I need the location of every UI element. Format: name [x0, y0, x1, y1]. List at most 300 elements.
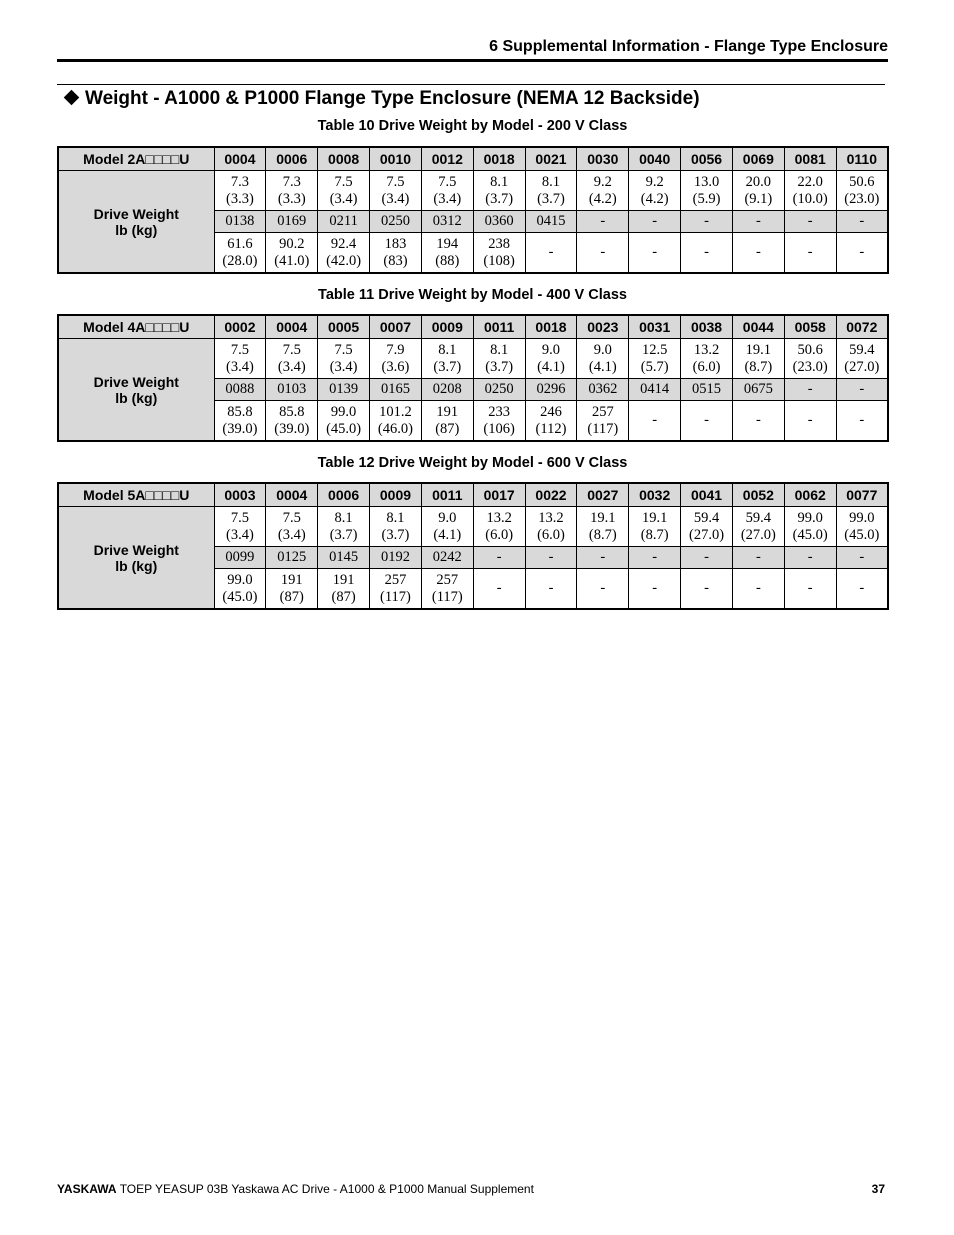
- model-code: 0038: [681, 315, 733, 339]
- weight-cell: [525, 401, 577, 442]
- model-code-cell: -: [784, 379, 836, 401]
- row-label: [58, 171, 214, 274]
- model-code-cell: 0192: [370, 547, 422, 569]
- model-code-cell: 0515: [681, 379, 733, 401]
- weight-lb: 85.8: [227, 403, 253, 420]
- weight-cell: [784, 401, 836, 442]
- weight-cell: [318, 339, 370, 379]
- weight-cell: [577, 507, 629, 547]
- model-code: 0027: [577, 483, 629, 507]
- weight-kg: (6.0): [537, 526, 565, 543]
- weight-lb: 7.5: [230, 341, 249, 358]
- weight-lb: -: [652, 412, 658, 428]
- weight-cell: [577, 339, 629, 379]
- weight-cell: [784, 507, 836, 547]
- weight-lb: 99.0: [227, 571, 253, 588]
- weight-cell: [421, 401, 473, 442]
- weight-lb: 61.6: [227, 235, 253, 252]
- weight-row: [58, 507, 888, 547]
- model-code-cell: 0296: [525, 379, 577, 401]
- section-divider: [57, 84, 885, 85]
- weight-cell: [836, 339, 888, 379]
- row-label-line: Drive Weight: [93, 205, 179, 222]
- weight-cell: [836, 401, 888, 442]
- weight-kg: (3.3): [277, 190, 306, 207]
- model-code: 0058: [784, 315, 836, 339]
- weight-cell: [836, 233, 888, 274]
- weight-lb: 99.0: [330, 403, 357, 420]
- weight-lb: -: [548, 244, 554, 260]
- weight-lb: -: [496, 580, 502, 596]
- weight-cell: [421, 171, 473, 211]
- model-header-row: [58, 147, 888, 171]
- model-code: 0005: [318, 315, 370, 339]
- model-label: Model 5A□□□□U: [58, 483, 214, 507]
- model-code: 0056: [681, 147, 733, 171]
- model-code: 0021: [525, 147, 577, 171]
- model-code-cell: -: [577, 547, 629, 569]
- model-code-cell: -: [681, 547, 733, 569]
- weight-kg: (45.0): [222, 588, 258, 605]
- weight-lb: 59.4: [693, 509, 720, 526]
- weight-kg: (83): [383, 252, 408, 269]
- weight-cell: [629, 507, 681, 547]
- weight-cell: [732, 507, 784, 547]
- weight-kg: (46.0): [377, 420, 413, 437]
- weight-lb: 7.5: [438, 173, 457, 190]
- weight-cell: [473, 507, 525, 547]
- model-code: 0031: [629, 315, 681, 339]
- weight-cell: [318, 171, 370, 211]
- model-code-cell: -: [836, 547, 888, 569]
- weight-lb: -: [704, 580, 709, 596]
- weight-cell: [266, 569, 318, 610]
- model-code: 0006: [318, 483, 370, 507]
- weight-cell: [525, 507, 577, 547]
- model-code-cell: -: [577, 211, 629, 233]
- weight-kg: (87): [279, 588, 304, 605]
- model-code: 0069: [732, 147, 784, 171]
- weight-kg: (87): [435, 420, 460, 437]
- weight-cell: [473, 569, 525, 610]
- weight-lb: 8.1: [438, 341, 457, 358]
- model-code: 0004: [266, 315, 318, 339]
- weight-table-200v: [57, 146, 889, 274]
- weight-lb: 191: [280, 571, 303, 588]
- weight-lb: 246: [540, 403, 562, 420]
- weight-cell: [266, 401, 318, 442]
- weight-lb: 191: [436, 403, 459, 420]
- weight-cell: [318, 507, 370, 547]
- row-label-line: Drive Weight: [93, 541, 179, 558]
- model-code: 0017: [473, 483, 525, 507]
- model-code-cell: 0312: [421, 211, 473, 233]
- weight-lb: 90.2: [279, 235, 305, 252]
- weight-lb: 7.5: [334, 341, 353, 358]
- weight-cell: [732, 401, 784, 442]
- model-code: 0006: [266, 147, 318, 171]
- model-code: 0044: [732, 315, 784, 339]
- weight-kg: (42.0): [326, 252, 362, 269]
- weight-kg: (88): [435, 252, 460, 269]
- weight-cell: [525, 569, 577, 610]
- weight-kg: (3.4): [277, 358, 306, 375]
- weight-lb: -: [807, 580, 813, 596]
- weight-cell: [732, 233, 784, 274]
- model-code-cell: 0125: [266, 547, 318, 569]
- weight-lb: 13.2: [486, 509, 512, 526]
- model-code: 0011: [421, 483, 473, 507]
- weight-kg: (23.0): [844, 190, 880, 207]
- weight-kg: (3.6): [381, 358, 410, 375]
- model-code-cell: 0362: [577, 379, 629, 401]
- weight-kg: (10.0): [792, 190, 828, 207]
- weight-kg: (45.0): [326, 420, 362, 437]
- model-code: 0110: [836, 147, 888, 171]
- weight-cell: [836, 569, 888, 610]
- weight-kg: (5.9): [692, 190, 721, 207]
- weight-kg: (3.7): [485, 190, 514, 207]
- weight-kg: (45.0): [844, 526, 880, 543]
- weight-cell: [473, 171, 525, 211]
- weight-cell: [681, 171, 733, 211]
- model-code-cell: -: [732, 547, 784, 569]
- weight-cell: [629, 233, 681, 274]
- model-code-cell: -: [784, 547, 836, 569]
- model-code: 0062: [784, 483, 836, 507]
- weight-cell: [421, 339, 473, 379]
- model-code-cell: 0414: [629, 379, 681, 401]
- weight-cell: [836, 171, 888, 211]
- weight-kg: (28.0): [222, 252, 258, 269]
- weight-lb: 99.0: [797, 509, 823, 526]
- weight-kg: (4.1): [537, 358, 565, 375]
- weight-lb: 22.0: [797, 173, 823, 190]
- weight-kg: (4.1): [588, 358, 617, 375]
- model-code-cell: 0675: [732, 379, 784, 401]
- weight-cell: [681, 339, 733, 379]
- page-number: 37: [871, 1182, 885, 1196]
- weight-cell: [473, 339, 525, 379]
- model-code: 0018: [525, 315, 577, 339]
- weight-cell: [318, 401, 370, 442]
- chapter-title: 6 Supplemental Information - Flange Type Enclosure: [489, 38, 888, 55]
- weight-lb: 7.5: [334, 173, 353, 190]
- model-code-cell: 0138: [214, 211, 266, 233]
- model-code: 0004: [266, 483, 318, 507]
- model-code-cell: 0211: [318, 211, 370, 233]
- weight-lb: 7.5: [282, 341, 301, 358]
- model-code: 0077: [836, 483, 888, 507]
- weight-kg: (45.0): [792, 526, 828, 543]
- table-10-caption: Table 10 Drive Weight by Model - 200 V Class: [317, 118, 628, 134]
- weight-kg: (27.0): [844, 358, 880, 375]
- weight-kg: (8.7): [744, 358, 773, 375]
- weight-kg: (4.2): [588, 190, 617, 207]
- weight-lb: 59.4: [849, 341, 875, 358]
- weight-lb: 13.2: [693, 341, 720, 358]
- weight-lb: 257: [591, 403, 614, 420]
- weight-lb: 7.5: [282, 509, 301, 526]
- model-code-cell: -: [629, 547, 681, 569]
- weight-cell: [629, 171, 681, 211]
- weight-lb: -: [755, 412, 761, 428]
- weight-kg: (39.0): [274, 420, 310, 437]
- weight-lb: 8.1: [490, 173, 509, 190]
- model-code: 0007: [370, 315, 422, 339]
- weight-lb: -: [859, 580, 865, 596]
- model-label: Model 2A□□□□U: [58, 147, 214, 171]
- weight-cell: [370, 401, 422, 442]
- model-code: 0012: [421, 147, 473, 171]
- weight-kg: (3.4): [329, 190, 358, 207]
- weight-lb: 191: [332, 571, 355, 588]
- weight-lb: 19.1: [590, 509, 616, 526]
- weight-cell: [214, 339, 266, 379]
- weight-cell: [370, 339, 422, 379]
- model-code: 0003: [214, 483, 266, 507]
- weight-cell: [784, 569, 836, 610]
- weight-cell: [784, 171, 836, 211]
- weight-lb: 19.1: [745, 341, 772, 358]
- weight-kg: (3.7): [381, 526, 410, 543]
- weight-lb: -: [600, 580, 606, 596]
- model-code: 0010: [370, 147, 422, 171]
- row-label: [58, 507, 214, 610]
- weight-lb: -: [859, 244, 865, 260]
- weight-kg: (3.4): [433, 190, 462, 207]
- weight-cell: [214, 233, 266, 274]
- model-code: 0081: [784, 147, 836, 171]
- weight-lb: -: [652, 580, 658, 596]
- weight-kg: (3.7): [537, 190, 565, 207]
- weight-cell: [681, 569, 733, 610]
- model-code: 0022: [525, 483, 577, 507]
- weight-kg: (3.3): [226, 190, 254, 207]
- section-title-prefix: Weight -: [85, 88, 165, 109]
- model-code-cell: -: [836, 211, 888, 233]
- model-code-cell: 0103: [266, 379, 318, 401]
- model-code: 0072: [836, 315, 888, 339]
- model-code: 0023: [577, 315, 629, 339]
- weight-cell: [577, 401, 629, 442]
- weight-cell: [214, 171, 266, 211]
- weight-lb: 9.0: [438, 509, 457, 526]
- table-11-caption: Table 11 Drive Weight by Model - 400 V Class: [318, 287, 627, 303]
- weight-cell: [318, 569, 370, 610]
- weight-lb: 8.1: [490, 341, 509, 358]
- weight-kg: (3.4): [381, 190, 410, 207]
- model-code: 0004: [214, 147, 266, 171]
- weight-lb: 257: [436, 571, 459, 588]
- weight-kg: (3.4): [226, 526, 254, 543]
- weight-cell: [629, 569, 681, 610]
- model-code-cell: 0242: [421, 547, 473, 569]
- weight-table-400v: [57, 314, 889, 442]
- weight-cell: [836, 507, 888, 547]
- footer-document-info: [57, 1182, 534, 1196]
- model-code-cell: 0088: [214, 379, 266, 401]
- model-code-cell: 0145: [318, 547, 370, 569]
- model-code-cell: 0165: [370, 379, 422, 401]
- weight-lb: 13.2: [538, 509, 564, 526]
- weight-kg: (23.0): [792, 358, 828, 375]
- weight-lb: 183: [384, 235, 407, 252]
- weight-kg: (3.4): [329, 358, 358, 375]
- weight-cell: [421, 233, 473, 274]
- model-code-cell: -: [525, 547, 577, 569]
- weight-cell: [525, 171, 577, 211]
- row-label-line: lb (kg): [115, 557, 158, 574]
- weight-cell: [266, 507, 318, 547]
- model-code: 0052: [732, 483, 784, 507]
- weight-lb: 92.4: [330, 235, 357, 252]
- weight-cell: [214, 507, 266, 547]
- model-code: 0002: [214, 315, 266, 339]
- weight-kg: (117): [431, 588, 463, 605]
- weight-kg: (8.7): [588, 526, 617, 543]
- weight-cell: [370, 569, 422, 610]
- weight-cell: [370, 507, 422, 547]
- model-code: 0009: [421, 315, 473, 339]
- model-code-cell: 0250: [473, 379, 525, 401]
- weight-lb: 8.1: [541, 173, 561, 190]
- weight-kg: (87): [331, 588, 356, 605]
- weight-lb: 7.3: [282, 173, 301, 190]
- weight-cell: [214, 401, 266, 442]
- model-code-cell: -: [784, 211, 836, 233]
- weight-kg: (117): [587, 420, 619, 437]
- weight-lb: 238: [488, 235, 511, 252]
- weight-kg: (39.0): [222, 420, 258, 437]
- weight-lb: -: [704, 412, 709, 428]
- model-code: 0009: [370, 483, 422, 507]
- model-code: 0008: [318, 147, 370, 171]
- weight-kg: (106): [483, 420, 515, 437]
- weight-kg: (3.4): [277, 526, 306, 543]
- diamond-bullet-icon: [64, 90, 80, 106]
- model-code-cell: -: [732, 211, 784, 233]
- weight-kg: (3.7): [433, 358, 462, 375]
- model-code-cell: -: [473, 547, 525, 569]
- model-code-cell: -: [681, 211, 733, 233]
- weight-lb: 59.4: [745, 509, 772, 526]
- weight-cell: [732, 339, 784, 379]
- page-header: [57, 36, 888, 62]
- weight-cell: [473, 233, 525, 274]
- weight-cell: [732, 569, 784, 610]
- model-code: 0011: [473, 315, 525, 339]
- weight-cell: [266, 233, 318, 274]
- model-code: 0032: [629, 483, 681, 507]
- model-code-cell: 0099: [214, 547, 266, 569]
- footer-text: TOEP YEASUP 03B Yaskawa AC Drive - A1000 & P1000 Manual Supplement: [116, 1182, 534, 1196]
- weight-cell: [681, 401, 733, 442]
- footer-brand: YASKAWA: [57, 1182, 117, 1196]
- model-header-row: [58, 315, 888, 339]
- row-label-line: lb (kg): [115, 221, 158, 238]
- weight-cell: [525, 339, 577, 379]
- weight-kg: (112): [535, 420, 567, 437]
- weight-cell: [318, 233, 370, 274]
- weight-lb: 8.1: [334, 509, 353, 526]
- model-code-cell: 0208: [421, 379, 473, 401]
- weight-lb: 50.6: [849, 173, 875, 190]
- weight-lb: 194: [436, 235, 459, 252]
- weight-lb: -: [807, 244, 813, 260]
- model-code: 0041: [681, 483, 733, 507]
- weight-cell: [370, 171, 422, 211]
- row-label-line: Drive Weight: [93, 373, 179, 390]
- model-code-cell: -: [629, 211, 681, 233]
- weight-cell: [370, 233, 422, 274]
- section-title: [62, 88, 700, 110]
- model-code: 0018: [473, 147, 525, 171]
- weight-cell: [473, 401, 525, 442]
- weight-cell: [784, 339, 836, 379]
- weight-cell: [681, 233, 733, 274]
- weight-lb: -: [755, 580, 761, 596]
- weight-lb: 7.5: [386, 173, 405, 190]
- weight-lb: 13.0: [693, 173, 720, 190]
- weight-cell: [525, 233, 577, 274]
- weight-lb: 99.0: [849, 509, 875, 526]
- weight-kg: (3.4): [226, 358, 254, 375]
- weight-cell: [421, 507, 473, 547]
- weight-cell: [732, 171, 784, 211]
- weight-lb: 9.2: [645, 173, 664, 190]
- weight-lb: 19.1: [641, 509, 668, 526]
- weight-cell: [629, 401, 681, 442]
- model-code-cell: 0169: [266, 211, 318, 233]
- model-code-cell: 0250: [370, 211, 422, 233]
- weight-cell: [421, 569, 473, 610]
- section-title-text: A1000 & P1000 Flange Type Enclosure (NEMA 12 Backside): [164, 88, 700, 109]
- weight-lb: 20.0: [745, 173, 772, 190]
- table-12-caption: Table 12 Drive Weight by Model - 600 V Class: [317, 455, 628, 471]
- weight-lb: -: [600, 244, 606, 260]
- model-code-cell: 0360: [473, 211, 525, 233]
- weight-lb: -: [704, 244, 709, 260]
- weight-kg: (3.7): [329, 526, 358, 543]
- weight-cell: [577, 569, 629, 610]
- weight-cell: [681, 507, 733, 547]
- weight-lb: 50.6: [797, 341, 823, 358]
- weight-lb: -: [755, 244, 761, 260]
- weight-lb: 9.0: [541, 341, 561, 358]
- weight-kg: (27.0): [688, 526, 725, 543]
- weight-kg: (3.7): [485, 358, 514, 375]
- weight-lb: 9.2: [593, 173, 612, 190]
- weight-kg: (6.0): [485, 526, 514, 543]
- model-code-cell: -: [836, 379, 888, 401]
- weight-kg: (117): [380, 588, 411, 605]
- weight-cell: [266, 171, 318, 211]
- weight-kg: (4.2): [640, 190, 669, 207]
- row-label: [58, 339, 214, 442]
- weight-row: [58, 339, 888, 379]
- weight-lb: 12.5: [641, 341, 668, 358]
- model-label: Model 4A□□□□U: [58, 315, 214, 339]
- weight-lb: -: [548, 580, 554, 596]
- weight-cell: [214, 569, 266, 610]
- weight-cell: [629, 339, 681, 379]
- model-code: 0030: [577, 147, 629, 171]
- weight-lb: 257: [384, 571, 407, 588]
- model-code-cell: 0415: [525, 211, 577, 233]
- weight-lb: 85.8: [279, 403, 305, 420]
- weight-kg: (27.0): [740, 526, 776, 543]
